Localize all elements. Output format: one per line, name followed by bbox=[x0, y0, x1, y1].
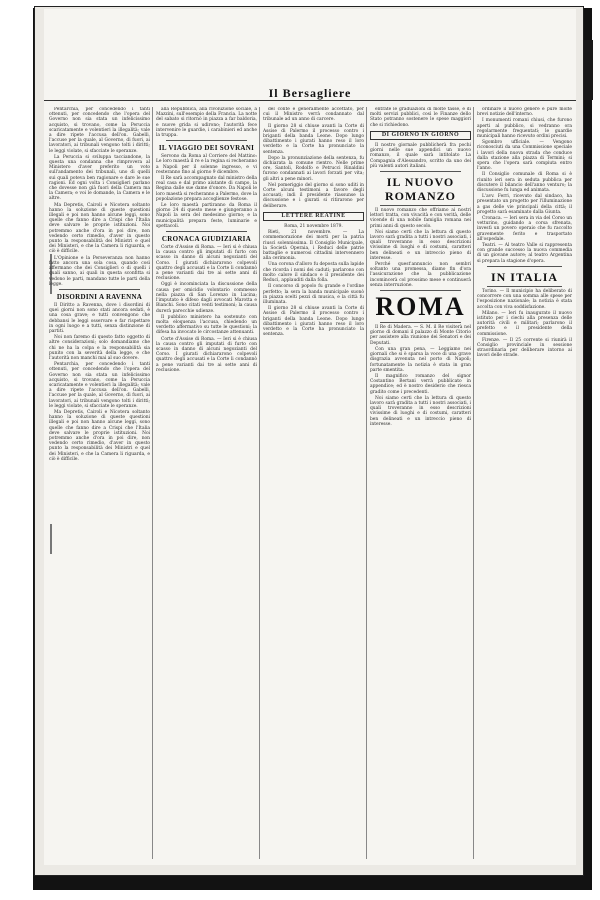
article-paragraph: Servono da Roma al Corriere del Mattino: Le loro maestà il re e la regina si recheranno a Napoli per il solenne ingresso, e vi resteranno fino al giorno 9 dicembre. bbox=[156, 154, 257, 175]
article-paragraph: Oggi è incominciata la discussione della causa per omicidio volontario commesso nella piazza di San Lorenzo in Lucina; l'imputato è difeso dagli avvocati Marotta e Bianchi. Sono citati venti testimoni; la causa durerà parecchie udienze. bbox=[156, 282, 257, 314]
article-paragraph: Il Re di Madera. — S. M. il Re visiterà nel giorno di domani il palazzo di Monte Citorio per assistere alla riunione dei Senatori e dei Deputati. bbox=[370, 325, 471, 346]
heading-romanzo: IL NUOVO ROMANZO bbox=[385, 175, 456, 204]
column-4 bbox=[370, 107, 471, 859]
column-1 bbox=[49, 107, 150, 859]
article-paragraph: L'avv. Ferri, ricevuto dal sindaco, ha presentato un progetto per l'illuminazione a gas delle vie principali della città; il progetto sarà esaminato dalla Giunta. bbox=[477, 194, 572, 215]
column-divider bbox=[259, 107, 260, 859]
article-paragraph: Torino. — Il municipio ha deliberato di concorrere con una somma alle spese per l'esposizione nazionale; la notizia è stata accolta con viva soddisfazione. bbox=[477, 288, 572, 310]
article-paragraph: Pentarchia, per concedendo i tanti ottenuti, per concedendo che l'opera del Governo non sia stata un infelicissimo acquisto, si trovano, come la Peruccia scaricatamente e volentieri la illegalità; vale a dire ripete l'accusa dell'on. Gabelli, l'accuse per la quale, al Governo, di fuori, ai lavoratori, ai tribunali vengono tolti i diritti; le leggi violate, si sfacciate le speranze. bbox=[49, 362, 150, 409]
heading-italia: IN ITALIA bbox=[490, 269, 559, 284]
article-paragraph: Il giorno 28 si chiuse avanti la Corte di Assise di Palermo il processo contro i briganti della banda Leone. Dopo lungo dibattimento i giurati hanno reso il loro verdetto e la Corte ha pronunciato la sentenza. bbox=[263, 123, 364, 155]
article-paragraph: Firenze. — Il 25 corrente si riunirà il Consiglio provinciale in sessione straordinaria per deliberare intorno ai lavori delle strade. bbox=[477, 337, 572, 359]
heading-viaggio: IL VIAGGIO DEI SOVRANI bbox=[158, 144, 255, 153]
newspaper-title: Il Bersagliere bbox=[268, 86, 352, 100]
article-paragraph: Dopo la pronunziazione della sentenza, fu dichiarata la comune rientro. Nelle prime ore, Santoli, Rodolfo e Petrucci Rinaldini furono condannati ai lavori forzati per vita; gli altri a pene minori. bbox=[263, 155, 364, 182]
article-paragraph: Pentarchia, per concedendo i tanti ottenuti, per concedendo che l'opera del Governo non sia stata un infelicissimo acquisto, si trovano, come la Peruccia scaricatamente e volentieri la illegalità; vale a dire ripete l'accusa dell'on. Gabelli, l'accuse per la quale, al Governo, di fuori, ai lavoratori, ai tribunali vengono tolti i diritti; le leggi violate, si sfacciate le speranze. bbox=[49, 107, 150, 154]
article-paragraph: Una corona d'alloro fu deposta sulla lapide che ricorda i nomi dei caduti; parlarono con molto calore il sindaco e il presidente dei Reduci, applauditi dalla folla. bbox=[263, 262, 364, 284]
article-paragraph: La Peruccia si sviluppa tacciandone, la questa una condanna che rimprovera al Ministero d'aver preferito un voto sull'andamento dei tribunali, uno di quelli sui quali poteva ben ragionare e dare le sue ragioni. Ed ogni volta i Consiglieri parlano che dovesse non già fuori della Camera ma la Camera; e voi le domande, la Camera e le altre. bbox=[49, 154, 150, 202]
article-paragraph: Ma Depretis, Cairoli e Nicotera soltanto hanno la soluzione di queste questioni illegali e poi non hanno alcune leggi, sono quelle che fanno dire a Crispi che l'Italia deve salvare le proprie istituzioni. Noi potremmo anche d'ora in poi dire, non vedendo certo rimedio, d'aver in questo punto la responsabilità dei Ministri e quel dei Ministeri, e che la Camera li riguarda, e ciò è difficile. bbox=[49, 202, 150, 255]
column-divider bbox=[473, 107, 474, 859]
article-paragraph: Con una gran pena, — Leggiamo nei giornali che si è sparsa la voce di una grave disgrazia avvenuta nel porto di Napoli; fortunatamente la notizia è stata in gran parte smentita. bbox=[370, 346, 471, 373]
article-paragraph: Il Diritto a Ravenna, dove i disordini di quei giorni non sono stati ancora sedati, è una cosa grave; e tutti convengono che debbansi le leggi osservare e far rispettare in ogni luogo e a tutti, senza distinzione di partiti. bbox=[49, 302, 150, 334]
article-paragraph: ordinare il nuovo genere e pure molte brevi notizie dell'interno. bbox=[477, 107, 572, 118]
article-paragraph: Il pubblico ministero ha sostenuto con molta eloquenza l'accusa, chiedendo un verdetto affermativo su tutte le questioni; la difesa ha invocato le circostanze attenuanti. bbox=[156, 314, 257, 336]
section-rule bbox=[380, 290, 461, 291]
section-rule bbox=[380, 322, 461, 323]
article-paragraph: Cronaca. — Ieri sera in via del Corso un vetturino, guidando a corsa sfrenata, investì un povero operaio che fu raccolto gravemente ferito e trasportato all'ospedale. bbox=[477, 216, 572, 242]
section-rule bbox=[487, 266, 562, 267]
article-paragraph: Nel pomeriggio del giorno si sono uditi in Corte alcuni testimoni a favore degli accusati; indi il presidente riassunse la discussione e i giurati si ritirarono per deliberare. bbox=[263, 182, 364, 209]
column-divider bbox=[366, 107, 367, 859]
article-paragraph: del conte è generalmente accettato, per cui il Ministro verrà condannato dal tribunale ad un anno di carcere. bbox=[263, 107, 364, 123]
heading-lettere: LETTERE REATINE bbox=[263, 212, 364, 221]
article-paragraph: I monumenti romani chiusi, che furono aperti al pubblico, si vedranno ora regolarmente frequentati; le guardie municipali hanno ricevuto ordini precisi. bbox=[477, 118, 572, 140]
heading-giorno: DI GIORNO IN GIORNO bbox=[370, 131, 471, 140]
article-paragraph: Il giorno 28 si chiuse avanti la Corte di Assise di Palermo il processo contro i briganti della banda Leone. Dopo lungo dibattimento i giurati hanno reso il loro verdetto e la Corte ha pronunciato la sentenza. bbox=[263, 306, 364, 338]
section-rule bbox=[59, 289, 140, 290]
article-paragraph: Perché quest'annuncio non sembri soltanto una promessa, diamo fin d'ora l'assicurazione che la pubblicazione incomincerà col prossimo mese e continuerà senza interruzione. bbox=[370, 262, 471, 288]
article-paragraph: alla Repubblica, alla rivoluzione sociale, a Mazzini, sull'esempio della Francia. La notte del sabato si ritornò in piazza a far baldoria, e nuove grida si udirono; l'autorità fece intervenire le guardie, i carabinieri ed anche la truppa. bbox=[156, 107, 257, 139]
date-line: Roma, 21 novembre 1879. bbox=[284, 224, 343, 230]
article-paragraph: Il Consiglio comunale di Roma si è riunito ieri sera in seduta pubblica per discutere il bilancio dell'anno venturo; la discussione fu lunga ed animata. bbox=[477, 172, 572, 194]
heading-disordini: DISORDINI A RAVENNA bbox=[56, 292, 143, 301]
article-paragraph: Ma Depretis, Cairoli e Nicotera soltanto hanno la soluzione di queste questioni illegali e poi non hanno alcune leggi, sono quelle che fanno dire a Crispi che l'Italia deve salvare le proprie istituzioni. Noi potremmo anche d'ora in poi dire, non vedendo certo rimedio, d'aver in questo punto la responsabilità dei Ministri e quel dei Ministeri, e che la Camera li riguarda, e ciò è difficile. bbox=[49, 409, 150, 462]
article-paragraph: Il magnifico romanzo del signor Costantino Bertani verrà pubblicato in appendice; ed è nostro desiderio che riesca gradito come i precedenti. bbox=[370, 373, 471, 395]
article-paragraph: Il concorso di popolo fu grande e l'ordine perfetto; la sera la banda municipale suonò in piazza scelti pezzi di musica, e la città fu illuminata. bbox=[263, 284, 364, 305]
article-paragraph: Rieti, 21 novembre. — La commemorazione dei morti per la patria riuscì solennissima. Il Consiglio Municipale, la Società Operaia, i Reduci delle patrie battaglie e numerosi cittadini intervennero alla cerimonia. bbox=[263, 230, 364, 262]
article-paragraph: Teatri. — Al teatro Valle si rappresenta con grande successo la nuova commedia di un giovane autore; al teatro Argentina si prepara la stagione d'opera. bbox=[477, 243, 572, 264]
section-rule bbox=[380, 205, 461, 206]
newspaper-page bbox=[44, 9, 576, 865]
section-rule bbox=[166, 140, 247, 141]
article-paragraph: Il nostro giornale pubblicherà fra pochi giorni nelle sue appendici un nuovo romanzo, il quale sarà intitolato La Compagnia d'Alessandro, scritto da uno dei più valenti autori italiani. bbox=[370, 143, 471, 169]
article-paragraph: Corte d'Assise di Roma. — Ieri si è chiusa la causa contro gli imputati di furto con scasso in danno di alcuni negozianti del Corso. I giurati dichiararono colpevoli quattro degli accusati e la Corte li condannò a pene varianti dai tre ai sette anni di reclusione. bbox=[156, 336, 257, 373]
column-5 bbox=[477, 107, 572, 859]
article-paragraph: Le loro maestà partiranno da Roma il giorno 24 di questo mese e giungeranno a Napoli la sera del medesimo giorno; e la municipalità prepara feste, luminarie e spettacoli. bbox=[156, 203, 257, 229]
article-paragraph: Sgombro ufficiale. — Vengono riconosciuti da una Commissione speciale i lavori della nuova strada che conduce dalla stazione alla piazza di Termini; si spera che l'opera sarà compiuta entro l'anno. bbox=[477, 140, 572, 172]
article-paragraph: Noi non faremo di questo fatto oggetto di altre considerazioni; solo domandiamo che chi ne ha la colpa e la responsabilità sia punito con la severità della legge, e che l'autorità non manchi mai al suo dovere. bbox=[49, 335, 150, 361]
section-rule bbox=[380, 171, 461, 172]
article-paragraph: Corte d'Assise di Roma. — Ieri si è chiusa la causa contro gli imputati di furto con scasso in danno di alcuni negozianti del Corso. I giurati dichiararono colpevoli quattro degli accusati e la Corte li condannò a pene varianti dai tre ai sette anni di reclusione. bbox=[156, 245, 257, 282]
masthead bbox=[44, 82, 576, 101]
column-2 bbox=[156, 107, 257, 859]
article-paragraph: Il Re sarà accompagnato dal ministro della real casa e dal primo aiutante di campo, la Regina dalle sue dame d'onore. Da Napoli le loro maestà si recheranno a Palermo, dove la popolazione prepara accoglienze festose. bbox=[156, 176, 257, 202]
heading-roma: ROMA bbox=[375, 292, 466, 322]
article-paragraph: Noi siamo certi che la lettura di questo lavoro sarà gradita a tutti i nostri associati, i quali troveranno in esso descrizioni vivissime di luoghi e di costumi, caratteri ben delineati e un intreccio pieno di interesse. bbox=[370, 229, 471, 261]
column-3 bbox=[263, 107, 364, 859]
article-paragraph: Il nuovo romanzo che offriamo ai nostri lettori tratta, con vivacità e con verità, delle vicende di una nobile famiglia romana nei primi anni di questo secolo. bbox=[370, 208, 471, 229]
article-paragraph: Noi siamo certi che la lettura di questo lavoro sarà gradita a tutti i nostri associati, i quali troveranno in esso descrizioni vivissime di luoghi e di costumi, caratteri ben delineati e un intreccio pieno di interesse. bbox=[370, 395, 471, 427]
column-divider bbox=[152, 107, 153, 859]
heading-cronaca: CRONACA GIUDIZIARIA bbox=[161, 235, 252, 244]
article-paragraph: Milano. — Ieri fu inaugurato il nuovo istituto per i ciechi alla presenza delle autorità civili e militari; parlarono il prefetto e il presidente della commissione. bbox=[477, 310, 572, 337]
article-paragraph: L'Opinione e la Perseveranza non hanno fatto ancora una sola cosa, quando così affermano che dei Consiglieri o di quelli i quali sanno, ai quali in questa sconfitta si vedono le parti, mandano tutte le parti della legge. bbox=[49, 255, 150, 287]
article-paragraph: entrate le graduazioni di molte tasse, e di molti servizi pubblici, così le Finanze dello Stato potranno sostenere le spese maggiori che si richiedono. bbox=[370, 107, 471, 128]
section-rule bbox=[166, 231, 247, 232]
section-rule bbox=[487, 286, 562, 287]
